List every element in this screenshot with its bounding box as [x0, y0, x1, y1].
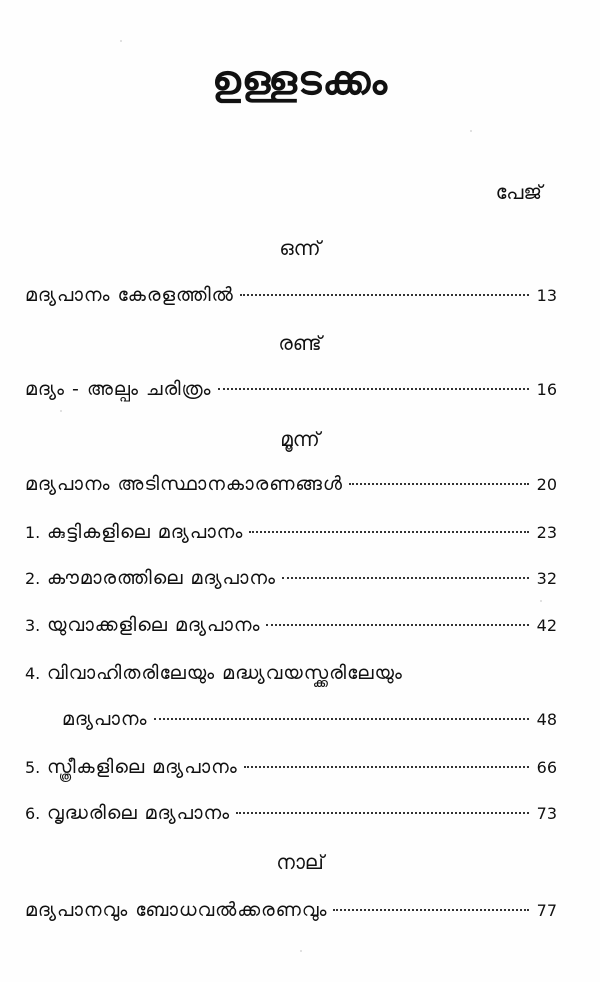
toc-entry[interactable] [25, 662, 557, 684]
toc-entry-number: 5. [25, 758, 41, 777]
toc-entry-page: 73 [536, 804, 557, 823]
toc-entry-title: കൗമാരത്തിലെ മദ്യപാനം [47, 567, 277, 589]
page-title: ഉള്ളടക്കം [211, 58, 389, 104]
page-column-label: പേജ് [495, 180, 542, 204]
dot-leader [244, 766, 529, 768]
paper-speck [540, 600, 542, 602]
toc-entry-page: 20 [536, 475, 557, 494]
toc-entry-continuation[interactable] [62, 708, 557, 730]
dot-leader [282, 577, 529, 579]
toc-entry[interactable] [25, 614, 557, 636]
toc-entry-title: മദ്യപാനം കേരളത്തിൽ [25, 284, 234, 306]
toc-entry-title: മദ്യപാനവും ബോധവൽക്കരണവും [25, 899, 328, 921]
toc-entry[interactable] [25, 567, 557, 589]
toc-entry[interactable] [25, 521, 557, 543]
toc-entry-title: യുവാക്കളിലെ മദ്യപാനം [47, 614, 261, 636]
part-heading-four: നാല് [276, 850, 324, 874]
dot-leader [249, 531, 529, 533]
toc-entry-title: കുട്ടികളിലെ മദ്യപാനം [47, 521, 244, 543]
toc-entry-page: 77 [536, 901, 557, 920]
toc-entry[interactable] [25, 473, 557, 495]
toc-entry-page: 23 [536, 523, 557, 542]
paper-speck [470, 130, 472, 132]
toc-entry-page: 42 [536, 616, 557, 635]
toc-entry-page: 32 [536, 569, 557, 588]
toc-entry-page: 13 [536, 286, 557, 305]
toc-entry[interactable] [25, 284, 557, 306]
toc-entry[interactable] [25, 899, 557, 921]
toc-entry-page: 66 [536, 758, 557, 777]
part-heading-three: മൂന്ന് [280, 427, 320, 451]
dot-leader [266, 624, 529, 626]
dot-leader [218, 388, 529, 390]
part-heading-two: രണ്ട് [278, 331, 322, 355]
paper-speck [300, 950, 302, 952]
toc-entry[interactable] [25, 756, 557, 778]
dot-leader [333, 909, 529, 911]
toc-entry-page: 48 [536, 710, 557, 729]
part-heading-one: ഒന്ന് [279, 236, 321, 260]
toc-entry-number: 1. [25, 523, 41, 542]
dot-leader [154, 718, 529, 720]
toc-entry-title: മദ്യം - അല്പം ചരിത്രം [25, 378, 212, 400]
toc-entry-number: 6. [25, 804, 41, 823]
toc-entry-number: 4. [25, 664, 41, 683]
toc-entry-title: മദ്യപാനം [62, 708, 148, 730]
toc-entry-number: 3. [25, 616, 41, 635]
toc-entry-title: മദ്യപാനം അടിസ്ഥാനകാരണങ്ങൾ [25, 473, 343, 495]
toc-entry-title: വിവാഹിതരിലേയും മദ്ധ്യവയസ്ക്കരിലേയും [47, 662, 403, 684]
dot-leader [236, 812, 529, 814]
toc-entry-page: 16 [536, 380, 557, 399]
dot-leader [349, 483, 529, 485]
toc-entry-title: സ്ത്രീകളിലെ മദ്യപാനം [47, 756, 238, 778]
paper-speck [60, 410, 62, 412]
toc-entry-number: 2. [25, 569, 41, 588]
toc-entry[interactable] [25, 802, 557, 824]
toc-entry-title: വൃദ്ധരിലെ മദ്യപാനം [47, 802, 231, 824]
dot-leader [240, 294, 529, 296]
paper-speck [120, 40, 122, 42]
toc-entry[interactable] [25, 378, 557, 400]
